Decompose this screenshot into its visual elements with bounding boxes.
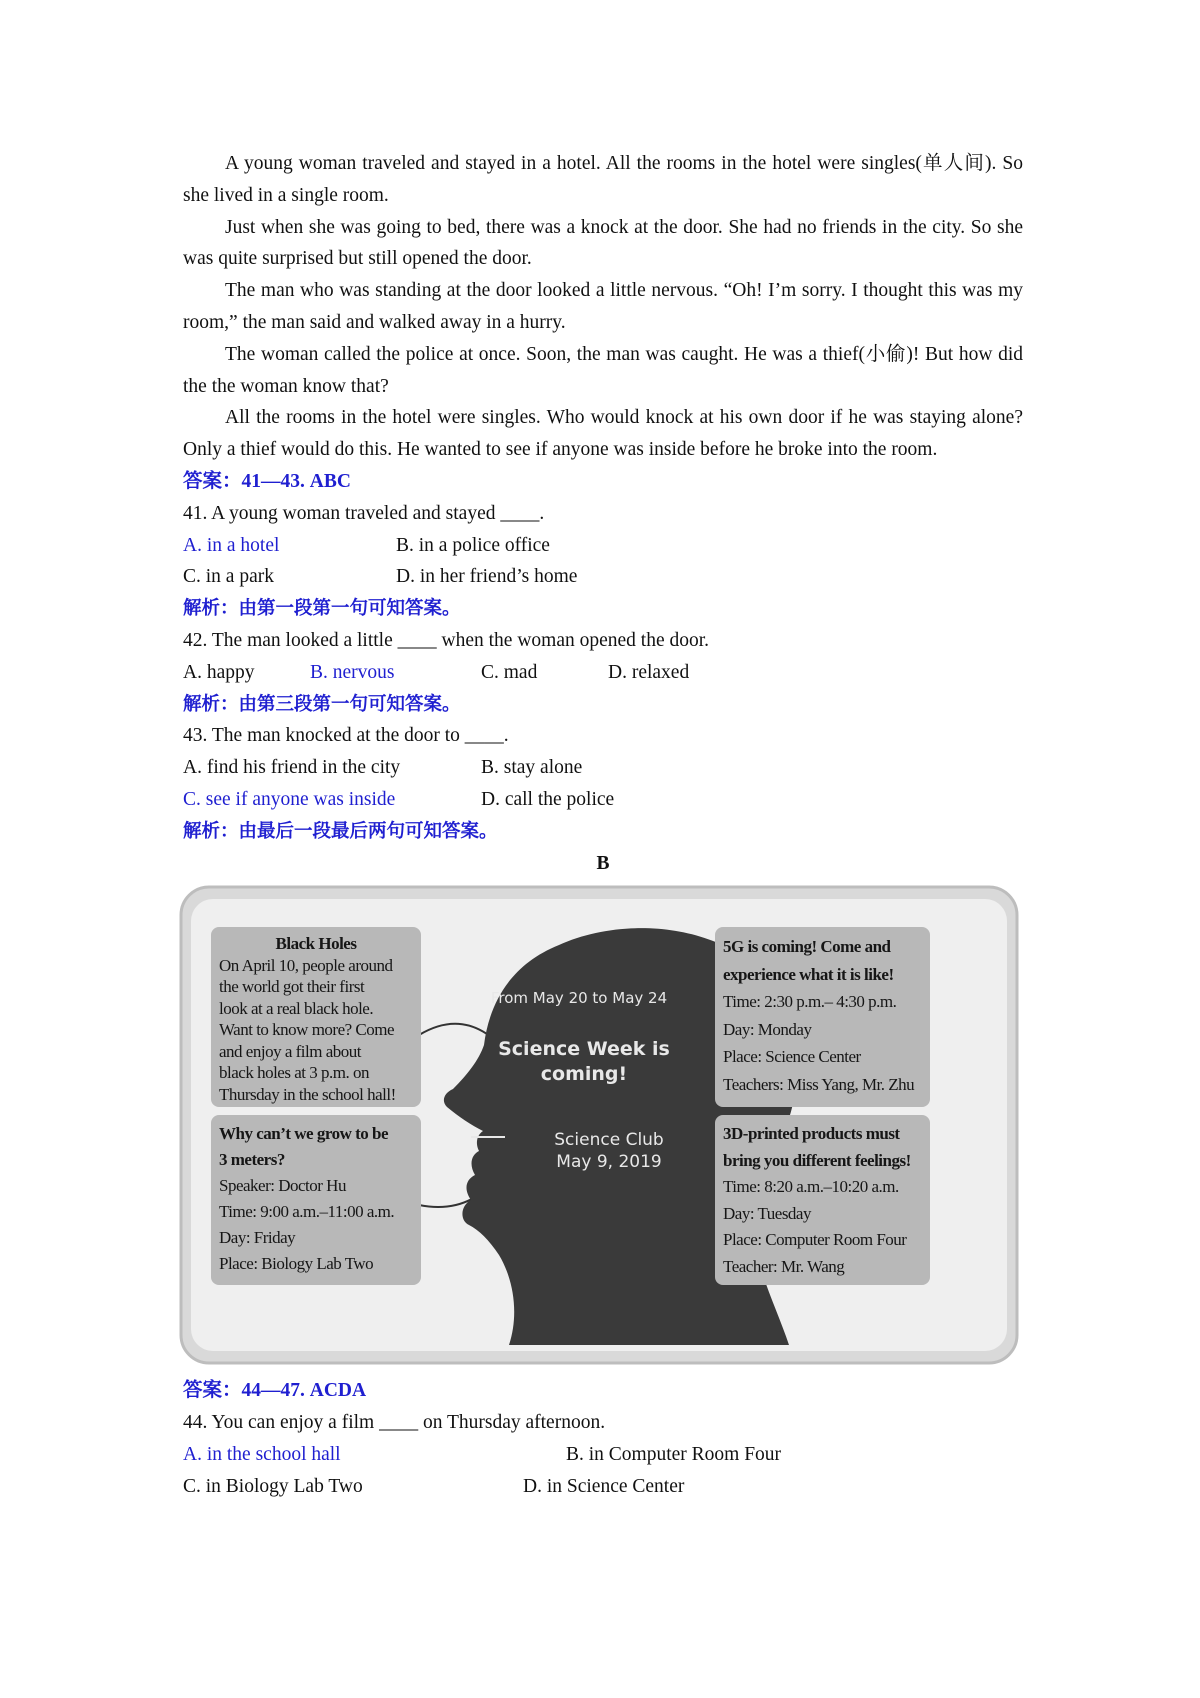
option-43-a: A. find his friend in the city xyxy=(183,757,401,779)
question-44-options-row1 xyxy=(183,1439,1023,1471)
fiveg-line: Time: 2:30 p.m.– 4:30 p.m. xyxy=(723,992,897,1012)
black-holes-line: black holes at 3 p.m. on xyxy=(219,1063,369,1083)
option-44-c: C. in Biology Lab Two xyxy=(183,1475,363,1497)
analysis-43: 解析：由最后一段最后两句可知答案。 xyxy=(183,820,498,842)
passage-paragraph: The man who was standing at the door looked a little nervous. “Oh! I’m sorry. I thought this was my room,” the man said and walked away in a hurry. xyxy=(183,280,1023,333)
passage-paragraph: All the rooms in the hotel were singles. Who would knock at his own door if he was staying alone? Only a thief would do this. He wanted to see if anyone was inside before he broke into the room. xyxy=(183,407,1023,461)
grow-line: Place: Biology Lab Two xyxy=(219,1254,374,1274)
question-42-options xyxy=(183,657,1023,689)
section-b-heading: B xyxy=(596,852,610,874)
fiveg-box xyxy=(715,927,930,1107)
analysis-42: 解析：由第三段第一句可知答案。 xyxy=(183,693,461,715)
black-holes-line: On April 10, people around xyxy=(219,955,393,975)
analysis-41: 解析：由第一段第一句可知答案。 xyxy=(183,598,461,620)
grow-line: 3 meters? xyxy=(219,1150,285,1170)
question-44-options-row2 xyxy=(183,1471,1023,1503)
document-page xyxy=(183,148,1023,1503)
question-44-stem: 44. You can enjoy a film ____ on Thursday afternoon. xyxy=(183,1412,606,1434)
grow-line: Why can’t we grow to be xyxy=(219,1124,389,1144)
threed-line: Time: 8:20 a.m.–10:20 a.m. xyxy=(723,1177,899,1197)
option-42-a: A. happy xyxy=(183,661,255,683)
black-holes-line: Thursday in the school hall! xyxy=(219,1084,396,1104)
fiveg-line: Day: Monday xyxy=(723,1019,812,1039)
fiveg-line: 5G is coming! Come and xyxy=(723,937,891,957)
option-44-d: D. in Science Center xyxy=(523,1475,685,1497)
black-holes-line: and enjoy a film about xyxy=(219,1041,361,1061)
option-42-c: C. mad xyxy=(481,661,538,683)
black-holes-line: the world got their first xyxy=(219,977,365,997)
option-41-d: D. in her friend’s home xyxy=(396,566,578,588)
question-43-options-row1 xyxy=(183,752,1023,784)
threed-line: bring you different feelings! xyxy=(723,1150,911,1170)
threed-line: Teacher: Mr. Wang xyxy=(723,1256,845,1276)
option-41-c: C. in a park xyxy=(183,566,274,588)
black-holes-box xyxy=(211,927,421,1107)
poster-club: Science Club xyxy=(554,1130,664,1151)
grow-talk-box xyxy=(211,1115,421,1285)
science-week-poster xyxy=(179,885,1019,1365)
passage-paragraph: A young woman traveled and stayed in a hotel. All the rooms in the hotel were singles(单人间). So she lived in a single room. xyxy=(183,153,1023,206)
threed-line: 3D-printed products must xyxy=(723,1124,900,1144)
question-43-stem: 43. The man knocked at the door to ____. xyxy=(183,725,509,747)
threed-line: Day: Tuesday xyxy=(723,1203,811,1223)
answer-key-b: 答案：44—47. ACDA xyxy=(183,1380,367,1402)
option-44-a: A. in the school hall xyxy=(183,1443,341,1465)
grow-line: Time: 9:00 a.m.–11:00 a.m. xyxy=(219,1202,395,1222)
question-41-stem: 41. A young woman traveled and stayed ____. xyxy=(183,502,545,524)
threed-box xyxy=(715,1115,930,1285)
question-41-options-row1 xyxy=(183,530,1023,562)
passage-paragraph: The woman called the police at once. Soon, the man was caught. He was a thief(小偷)! But how did the the woman know that? xyxy=(183,343,1023,397)
question-42-stem: 42. The man looked a little ____ when the woman opened the door. xyxy=(183,629,710,651)
fiveg-line: Place: Science Center xyxy=(723,1047,861,1067)
poster-dates: From May 20 to May 24 xyxy=(490,989,668,1008)
fiveg-line: Teachers: Miss Yang, Mr. Zhu xyxy=(723,1074,915,1094)
fiveg-line: experience what it is like! xyxy=(723,964,894,984)
question-41-options-row2 xyxy=(183,561,1023,593)
option-43-c: C. see if anyone was inside xyxy=(183,788,396,810)
option-44-b: B. in Computer Room Four xyxy=(566,1443,782,1465)
grow-line: Speaker: Doctor Hu xyxy=(219,1176,346,1196)
poster-title-line1: Science Week is xyxy=(498,1038,670,1061)
threed-line: Place: Computer Room Four xyxy=(723,1230,907,1250)
option-41-b: B. in a police office xyxy=(396,534,550,556)
option-43-d: D. call the police xyxy=(481,788,615,810)
option-42-d: D. relaxed xyxy=(608,661,690,683)
answer-key-a: 答案：41—43. ABC xyxy=(183,470,351,492)
poster-club-date: May 9, 2019 xyxy=(556,1152,662,1173)
black-holes-line: look at a real black hole. xyxy=(219,998,374,1018)
grow-line: Day: Friday xyxy=(219,1228,296,1248)
option-41-a: A. in a hotel xyxy=(183,534,280,556)
question-43-options-row2 xyxy=(183,784,1023,816)
poster-title-line2: coming! xyxy=(540,1063,628,1086)
black-holes-line: Want to know more? Come xyxy=(219,1020,395,1040)
black-holes-title: Black Holes xyxy=(275,934,357,954)
passage-paragraph: Just when she was going to bed, there was a knock at the door. She had no friends in the city. So she was quite surprised but still opened the door. xyxy=(183,216,1023,270)
option-42-b: B. nervous xyxy=(310,661,395,683)
option-43-b: B. stay alone xyxy=(481,757,583,779)
